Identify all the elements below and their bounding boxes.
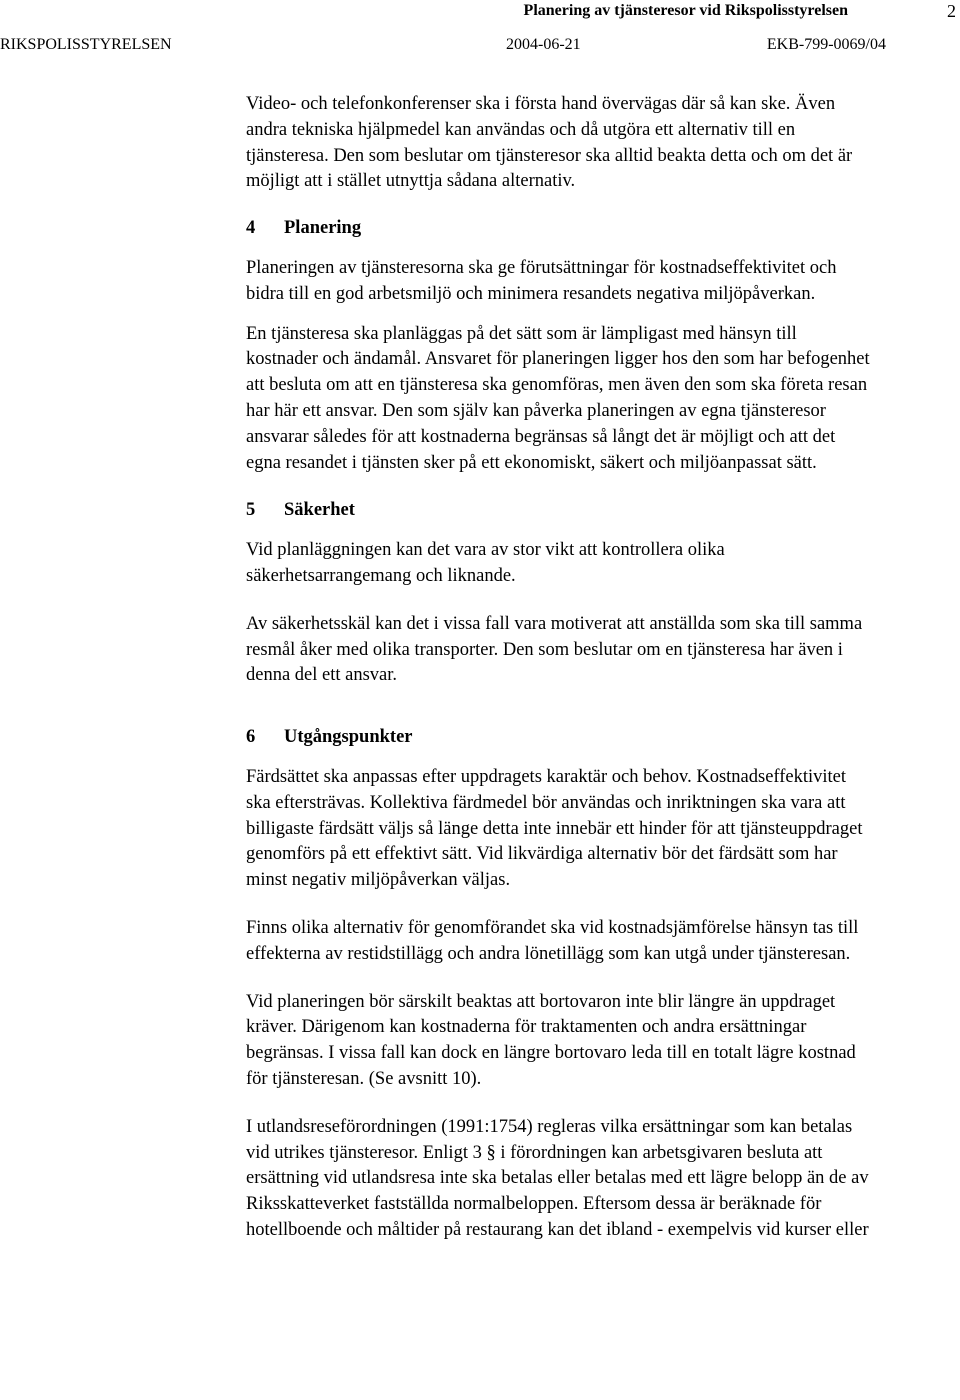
- running-title: Planering av tjänsteresor vid Rikspolisstyrelsen: [523, 2, 848, 19]
- organization-name: RIKSPOLISSTYRELSEN: [0, 36, 172, 53]
- section-4-heading: [246, 216, 870, 242]
- document-body: [246, 92, 870, 1244]
- document-meta-line: [0, 34, 960, 56]
- page-number: 2: [947, 1, 956, 21]
- section-5-paragraph: Vid planläggningen kan det vara av stor vikt att kontrollera olika säkerhetsarrangemang och liknande.: [246, 540, 725, 586]
- document-reference: EKB-799-0069/04: [766, 36, 886, 53]
- document-date: 2004-06-21: [506, 36, 581, 53]
- section-title: Säkerhet: [284, 500, 355, 521]
- section-6-paragraph: Finns olika alternativ för genomförandet ska vid kostnadsjämförelse hänsyn tas till effekterna av restidstillägg och andra lönetillägg som kan utgå under tjänsteresan.: [246, 917, 859, 964]
- section-number: 5: [246, 500, 256, 521]
- section-6-heading: [246, 725, 870, 751]
- section-5-heading: [246, 498, 870, 524]
- section-6-paragraph: I utlandsreseförordningen (1991:1754) regleras vilka ersättningar som kan betalas vid utrikes tjänsteresor. Enligt 3 § i förordningen kan arbetsgivaren besluta att ersättning vid utlandsresa inte ska betalas eller betalas med ett lägre belopp än de av Riksskatteverket fastställda normalbeloppen. Eftersom dessa är beräknade för hotellboende och måltider på restaurang kan det ibland - exempelvis vid kurser eller: [246, 1116, 869, 1240]
- section-number: 6: [246, 727, 256, 748]
- section-5-paragraph: Av säkerhetsskäl kan det i vissa fall vara motiverat att anställda som ska till samma resmål åker med olika transporter. Den som beslutar om en tjänsteresa har även i denna del ett ansvar.: [246, 613, 863, 686]
- section-title: Utgångspunkter: [284, 727, 413, 748]
- section-4-paragraph: En tjänsteresa ska planläggas på det sätt som är lämpligast med hänsyn till kostnader och ändamål. Ansvaret för planeringen ligger hos den som har befogenhet att besluta om att en tjänsteresa ska genomföras, men även den som ska företa resan har här ett ansvar. Den som själv kan påverka planeringen av egna tjänsteresor ansvarar således för att kostnaderna begränsas så långt det är möjligt och att det egna resandet i tjänsten sker på ett ekonomiskt, säkert och miljöanpassat sätt.: [246, 323, 870, 473]
- section-4-paragraph: Planeringen av tjänsteresorna ska ge förutsättningar för kostnadseffektivitet och bidra till en god arbetsmiljö och minimera resandets negativa miljöpåverkan.: [246, 257, 837, 304]
- section-6-paragraph: Vid planeringen bör särskilt beaktas att bortovaron inte blir längre än uppdraget kräver. Därigenom kan kostnaderna för traktamenten och andra ersättningar begränsas. I vissa fall kan dock en längre bortovaro leda till en totalt lägre kostnad för tjänsteresan. (Se avsnitt 10).: [246, 991, 856, 1089]
- intro-paragraph: Video- och telefonkonferenser ska i första hand övervägas där så kan ske. Även andra tekniska hjälpmedel kan användas och då utgöra ett alternativ till en tjänsteresa. Den som beslutar om tjänsteresor ska alltid beakta detta och om det är möjligt att i stället utnyttja sådana alternativ.: [246, 94, 853, 192]
- section-title: Planering: [284, 218, 362, 239]
- section-number: 4: [246, 218, 256, 239]
- section-6-paragraph: Färdsättet ska anpassas efter uppdragets karaktär och behov. Kostnadseffektivitet ska eftersträvas. Kollektiva färdmedel bör användas och inriktningen ska vara att billigaste färdsätt väljs så länge detta inte innebär ett hinder för att tjänsteuppdraget genomförs på ett effektivt sätt. Vid likvärdiga alternativ bör det färdsätt som har minst negativ miljöpåverkan väljas.: [246, 766, 863, 891]
